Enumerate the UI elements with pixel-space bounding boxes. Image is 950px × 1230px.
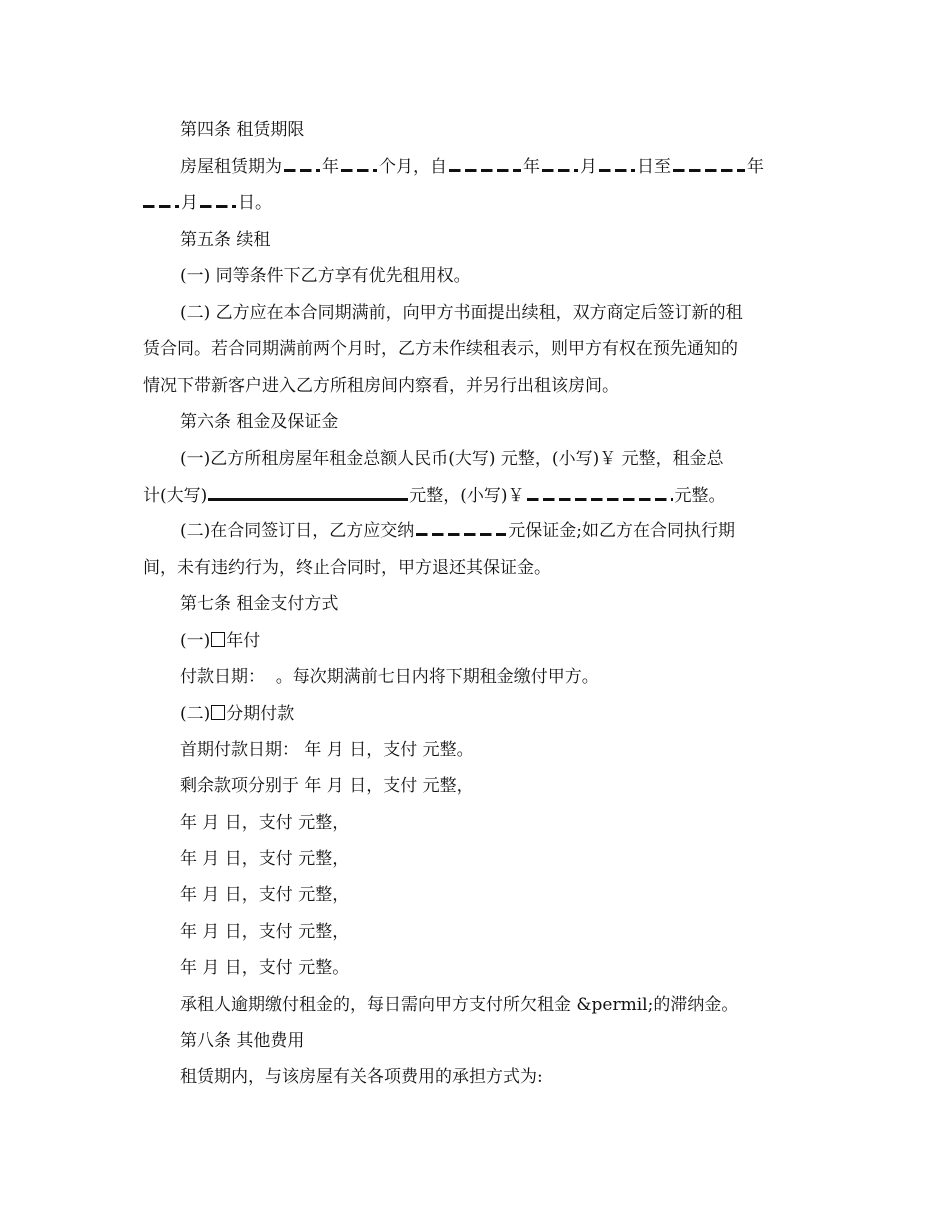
option-installment — [180, 703, 294, 725]
blank-field — [449, 158, 521, 172]
text: 日。 — [238, 193, 272, 213]
text: 计(大写) — [143, 486, 208, 506]
text: 月 — [181, 193, 198, 213]
text: 元整，(小写)￥ — [409, 486, 525, 506]
late-fee-line: 承租人逾期缴付租金的，每日需向甲方支付所欠租金 &permil;的滞纳金。 — [180, 995, 739, 1015]
blank-field — [542, 158, 578, 172]
blank-field — [341, 158, 377, 172]
checkbox-annual[interactable] — [211, 632, 225, 647]
remaining-payment-line: 剩余款项分别于 年 月 日，支付 元整， — [180, 776, 474, 796]
text: 年 — [747, 157, 764, 177]
option-annual — [180, 630, 260, 652]
installment-line: 年 月 日，支付 元整， — [180, 885, 350, 905]
article8-line1: 租赁期内，与该房屋有关各项费用的承担方式为: — [180, 1067, 543, 1087]
article6-item2-line1 — [180, 520, 735, 542]
text: 年 — [523, 157, 540, 177]
checkbox-installment[interactable] — [211, 705, 225, 720]
text: 分期付款 — [226, 704, 295, 724]
article4-title: 第四条 租赁期限 — [180, 120, 305, 140]
blank-field — [599, 158, 635, 172]
text: 元整。 — [674, 486, 726, 506]
text: (二) — [180, 704, 211, 724]
article4-term-line1 — [180, 156, 764, 178]
article5-item1: (一) 同等条件下乙方享有优先租用权。 — [180, 266, 471, 286]
article5-title: 第五条 续租 — [180, 230, 271, 250]
article8-title: 第八条 其他费用 — [180, 1031, 305, 1051]
article4-term-line2 — [143, 192, 272, 214]
blank-field — [200, 194, 236, 208]
text: 日至 — [637, 157, 671, 177]
installment-line: 年 月 日，支付 元整， — [180, 922, 350, 942]
first-payment-line: 首期付款日期： 年 月 日，支付 元整。 — [180, 740, 474, 760]
article5-item2-line1: (二) 乙方应在本合同期满前，向甲方书面提出续租，双方商定后签订新的租 — [180, 303, 743, 323]
blank-field — [416, 522, 506, 536]
blank-field — [143, 194, 179, 208]
article6-item2-line2: 间，未有违约行为，终止合同时，甲方退还其保证金。 — [143, 558, 551, 578]
installment-line: 年 月 日，支付 元整。 — [180, 958, 350, 978]
text: 年 — [322, 157, 339, 177]
text: 个月，自 — [379, 157, 447, 177]
text: 月 — [580, 157, 597, 177]
article5-item2-line3: 情况下带新客户进入乙方所租房间内察看，并另行出租该房间。 — [143, 376, 619, 396]
installment-line: 年 月 日，支付 元整， — [180, 813, 350, 833]
article7-title: 第七条 租金支付方式 — [180, 594, 339, 614]
installment-line: 年 月 日，支付 元整， — [180, 849, 350, 869]
blank-field — [284, 158, 320, 172]
text: 元保证金;如乙方在合同执行期 — [508, 521, 735, 541]
article5-item2-line2: 赁合同。若合同期满前两个月时，乙方未作续租表示，则甲方有权在预先通知的 — [143, 339, 738, 359]
text: 房屋租赁期为 — [180, 157, 282, 177]
article6-title: 第六条 租金及保证金 — [180, 412, 339, 432]
text: 年付 — [226, 631, 261, 651]
blank-field — [673, 158, 745, 172]
article6-item1-line2 — [143, 484, 726, 507]
article6-item1-line1: (一)乙方所租房屋年租金总额人民币(大写) 元整，(小写)￥ 元整，租金总 — [180, 449, 724, 469]
text: (一) — [180, 631, 211, 651]
blank-field — [208, 484, 408, 501]
text: (二)在合同签订日，乙方应交纳 — [180, 521, 415, 541]
blank-field — [527, 487, 673, 501]
option-annual-date: 付款日期： 。每次期满前七日内将下期租金缴付甲方。 — [180, 667, 599, 687]
